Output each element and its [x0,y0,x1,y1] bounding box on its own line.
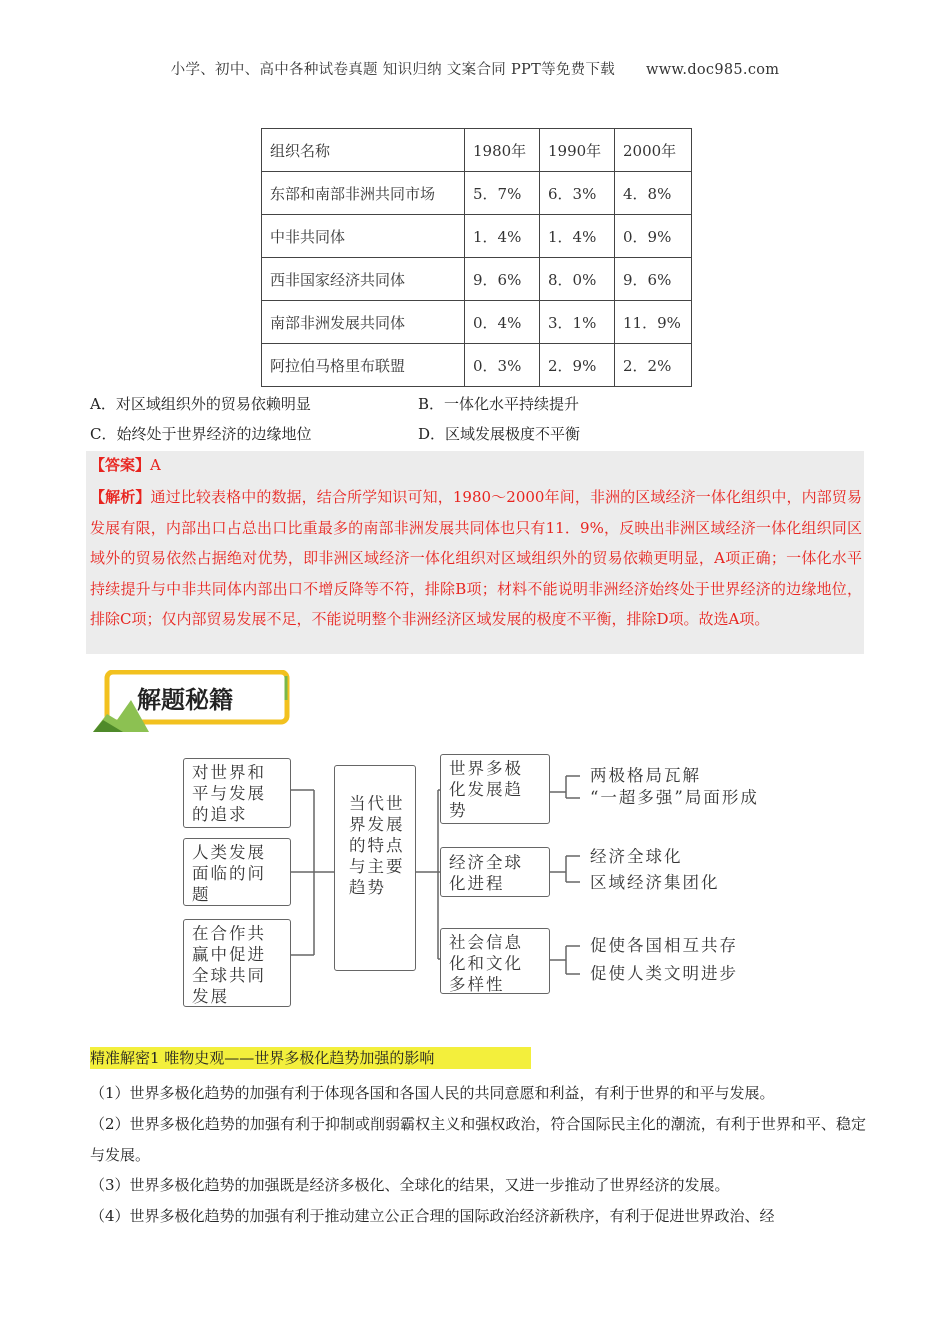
option-d: D．区域发展极度不平衡 [418,425,581,443]
analysis-paragraph [90,482,862,635]
option-a: A．对区域组织外的贸易依赖明显 [90,395,311,413]
point-1: （1）世界多极化趋势的加强有利于体现各国和各国人民的共同意愿和利益，有利于世界的和平与发展。 [90,1084,775,1102]
tips-badge [93,670,298,732]
table-cell: 8．0% [540,258,615,301]
table-header-cell: 1990年 [540,129,615,172]
mindmap-left-box-1: 对世界和平与发展的追求 [183,758,291,828]
header-site: www.doc985.com [646,62,780,78]
header-text: 小学、初中、高中各种试卷真题 知识归纳 文案合同 PPT等免费下载 [170,62,616,78]
mindmap-left-box-2: 人类发展面临的问题 [183,838,291,906]
table-cell: 西非国家经济共同体 [262,258,465,301]
mindmap-center-box: 当代世界发展的特点与主要趋势 [334,765,416,971]
option-c: C．始终处于世界经济的边缘地位 [90,425,312,443]
mindmap-leaf: 两极格局瓦解 [590,766,701,785]
table-row [262,301,692,344]
table-header-cell: 2000年 [615,129,692,172]
table-row [262,344,692,387]
table-cell: 9．6% [615,258,692,301]
mindmap-branch-3: 社会信息化和文化多样性 [440,928,550,994]
section-title: 精准解密1 唯物史观——世界多极化趋势加强的影响 [90,1047,531,1069]
mindmap-leaf: 促使各国相互共存 [590,936,738,955]
badge-label: 解题秘籍 [137,686,233,714]
mindmap-leaf: 区域经济集团化 [590,873,720,892]
mindmap-leaf: “一超多强”局面形成 [590,788,759,807]
trade-table [261,128,692,387]
table-cell: 2．2% [615,344,692,387]
mindmap-leaf: 促使人类文明进步 [590,964,738,983]
mindmap [180,752,780,1012]
table-cell: 1．4% [465,215,540,258]
analysis-label: 【解析】 [90,488,151,506]
table-cell: 0．4% [465,301,540,344]
table-cell: 阿拉伯马格里布联盟 [262,344,465,387]
mindmap-branch-2: 经济全球化进程 [440,847,550,897]
table-cell: 东部和南部非洲共同市场 [262,172,465,215]
analysis-text: 通过比较表格中的数据，结合所学知识可知，1980～2000年间，非洲的区域经济一体化组织中，内部贸易发展有限，内部出口占总出口比重最多的南部非洲发展共同体也只有11．9%，反映出非洲区域经济一体化组织同区域外的贸易依然占据绝对优势，即非洲区域经济一体化组织对区域组织外的贸易依赖更明显，A项正确；一体化水平持续提升与中非共同体内部出口不增反降等不符，排除B项；材料不能说明非洲经济始终处于世界经济的边缘地位，排除C项；仅内部贸易发展不足，不能说明整个非洲经济区域发展的极度不平衡，排除D项。故选A项。 [90,488,862,629]
answer-line [90,450,161,480]
table-row [262,258,692,301]
table-cell: 5．7% [465,172,540,215]
table-cell: 2．9% [540,344,615,387]
point-2: （2）世界多极化趋势的加强有利于抑制或削弱霸权主义和强权政治，符合国际民主化的潮流，有利于世界和平、稳定与发展。 [90,1115,866,1164]
answer-value: A [150,456,161,474]
mindmap-left-box-3: 在合作共赢中促进全球共同发展 [183,919,291,1007]
table-cell: 6．3% [540,172,615,215]
table-row [262,172,692,215]
page-header [0,58,950,79]
mountain-badge-icon [93,670,298,732]
point-3: （3）世界多极化趋势的加强既是经济多极化、全球化的结果，又进一步推动了世界经济的发展。 [90,1176,730,1194]
table-header-cell: 组织名称 [262,129,465,172]
table-row [262,215,692,258]
table-header-row [262,129,692,172]
table-header-cell: 1980年 [465,129,540,172]
table-cell: 9．6% [465,258,540,301]
mindmap-branch-1: 世界多极化发展趋势 [440,754,550,824]
table-cell: 11．9% [615,301,692,344]
point-4: （4）世界多极化趋势的加强有利于推动建立公正合理的国际政治经济新秩序，有利于促进世界政治、经 [90,1207,775,1225]
table-cell: 南部非洲发展共同体 [262,301,465,344]
table-cell: 1．4% [540,215,615,258]
option-b: B．一体化水平持续提升 [418,395,580,413]
table-cell: 4．8% [615,172,692,215]
table-cell: 0．3% [465,344,540,387]
table-cell: 3．1% [540,301,615,344]
mindmap-leaf: 经济全球化 [590,847,683,866]
answer-label: 【答案】 [90,456,151,474]
table-cell: 0．9% [615,215,692,258]
table-cell: 中非共同体 [262,215,465,258]
